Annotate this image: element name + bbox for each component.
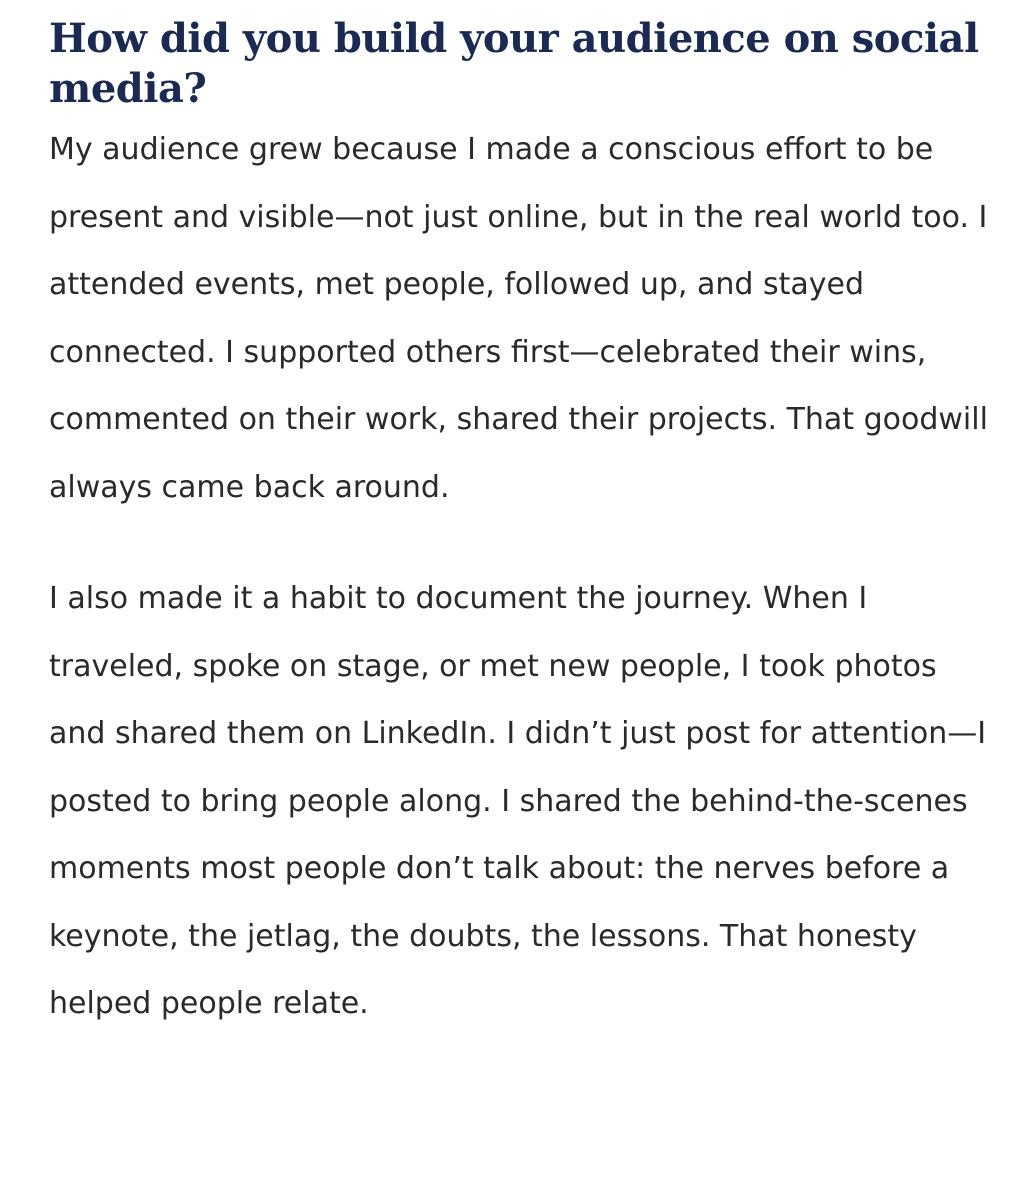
section-heading: How did you build your audience on social media?	[49, 15, 979, 112]
article	[49, 14, 989, 1038]
paragraph: My audience grew because I made a conscious effort to be present and visible—not just online, but in the real world too. I attended events, met people, followed up, and stayed connected. I supported others first—celebrated their wins, commented on their work, shared their projects. That goodwill always came back around.	[49, 132, 988, 505]
paragraph: I also made it a habit to document the journey. When I traveled, spoke on stage, or met new people, I took photos and shared them on LinkedIn. I didn’t just post for attention—I posted to bring people along. I shared the behind-the-scenes moments most people don’t talk about: the nerves before a keynote, the jetlag, the doubts, the lessons. That honesty helped people relate.	[49, 581, 987, 1021]
